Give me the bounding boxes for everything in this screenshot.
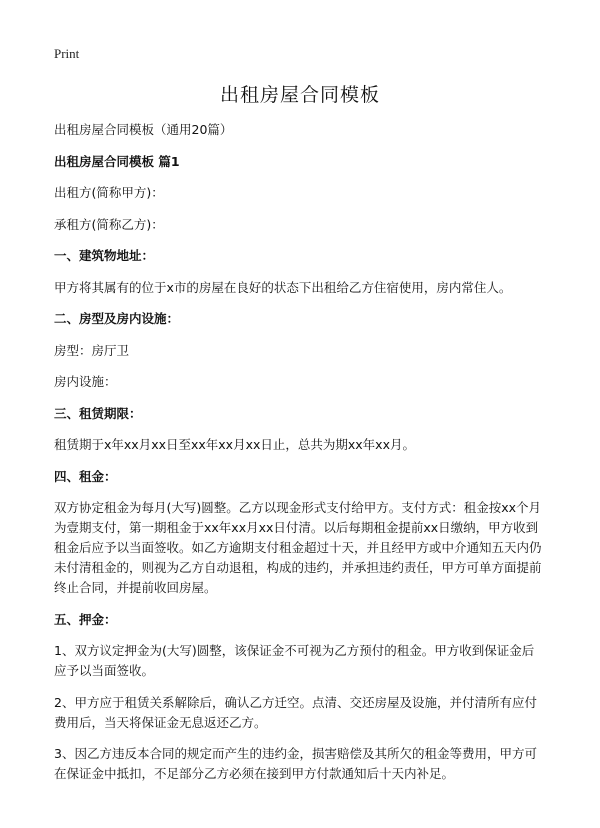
paragraph-deposit-1: 1、双方议定押金为(大写)圆整，该保证金不可视为乙方预付的租金。甲方收到保证金后应予以当面签收。 xyxy=(54,643,535,678)
heading-rent: 四、租金： xyxy=(54,468,117,484)
paragraph-deposit-2: 2、甲方应于租赁关系解除后，确认乙方迁空。点清、交还房屋及设施，并付清所有应付费用后，当天将保证金无息返还乙方。 xyxy=(54,694,537,730)
document-title: 出租房屋合同模板 xyxy=(219,84,380,106)
print-link[interactable]: Print xyxy=(54,46,80,61)
lessor-line: 出租方(简称甲方)： xyxy=(54,185,164,200)
heading-address: 一、建筑物地址： xyxy=(54,248,155,263)
paragraph-address: 甲方将其属有的位于x市的房屋在良好的状态下出租给乙方住宿使用，房内常住人。 xyxy=(54,279,512,295)
heading-deposit: 五、押金： xyxy=(54,611,117,627)
heading-facilities: 二、房型及房内设施： xyxy=(54,311,180,326)
document-body xyxy=(54,120,546,796)
paragraph-lease-term: 租赁期于x年xx月xx日至xx年xx月xx日止，总共为期xx年xx月。 xyxy=(54,437,415,452)
section-title: 出租房屋合同模板 篇1 xyxy=(54,153,180,169)
paragraph-room-type: 房型：房厅卫 xyxy=(54,342,130,358)
paragraph-facilities: 房内设施： xyxy=(54,374,117,389)
lessee-line: 承租方(简称乙方)： xyxy=(54,216,164,232)
paragraph-deposit-3: 3、因乙方违反本合同的规定而产生的违约金，损害赔偿及其所欠的租金等费用，甲方可在保证金中抵扣，不足部分乙方必须在接到甲方付款通知后十天内补足。 xyxy=(54,746,537,781)
paragraph-rent: 双方协定租金为每月(大写)圆整。乙方以现金形式支付给甲方。支付方式：租金按xx个月为壹期支付，第一期租金于xx年xx月xx日付清。以后每期租金提前xx日缴纳，甲方收到租金后应予以当面签收。如乙方逾期支付租金超过十天，并且经甲方或中介通知五天内仍未付清租金的，则视为乙方自动退租，构成的违约，并承担违约责任，甲方可单方面提前终止合同，并提前收回房屋。 xyxy=(54,500,542,595)
document-subtitle: 出租房屋合同模板（通用20篇） xyxy=(54,122,233,137)
heading-lease-term: 三、租赁期限： xyxy=(54,405,142,421)
